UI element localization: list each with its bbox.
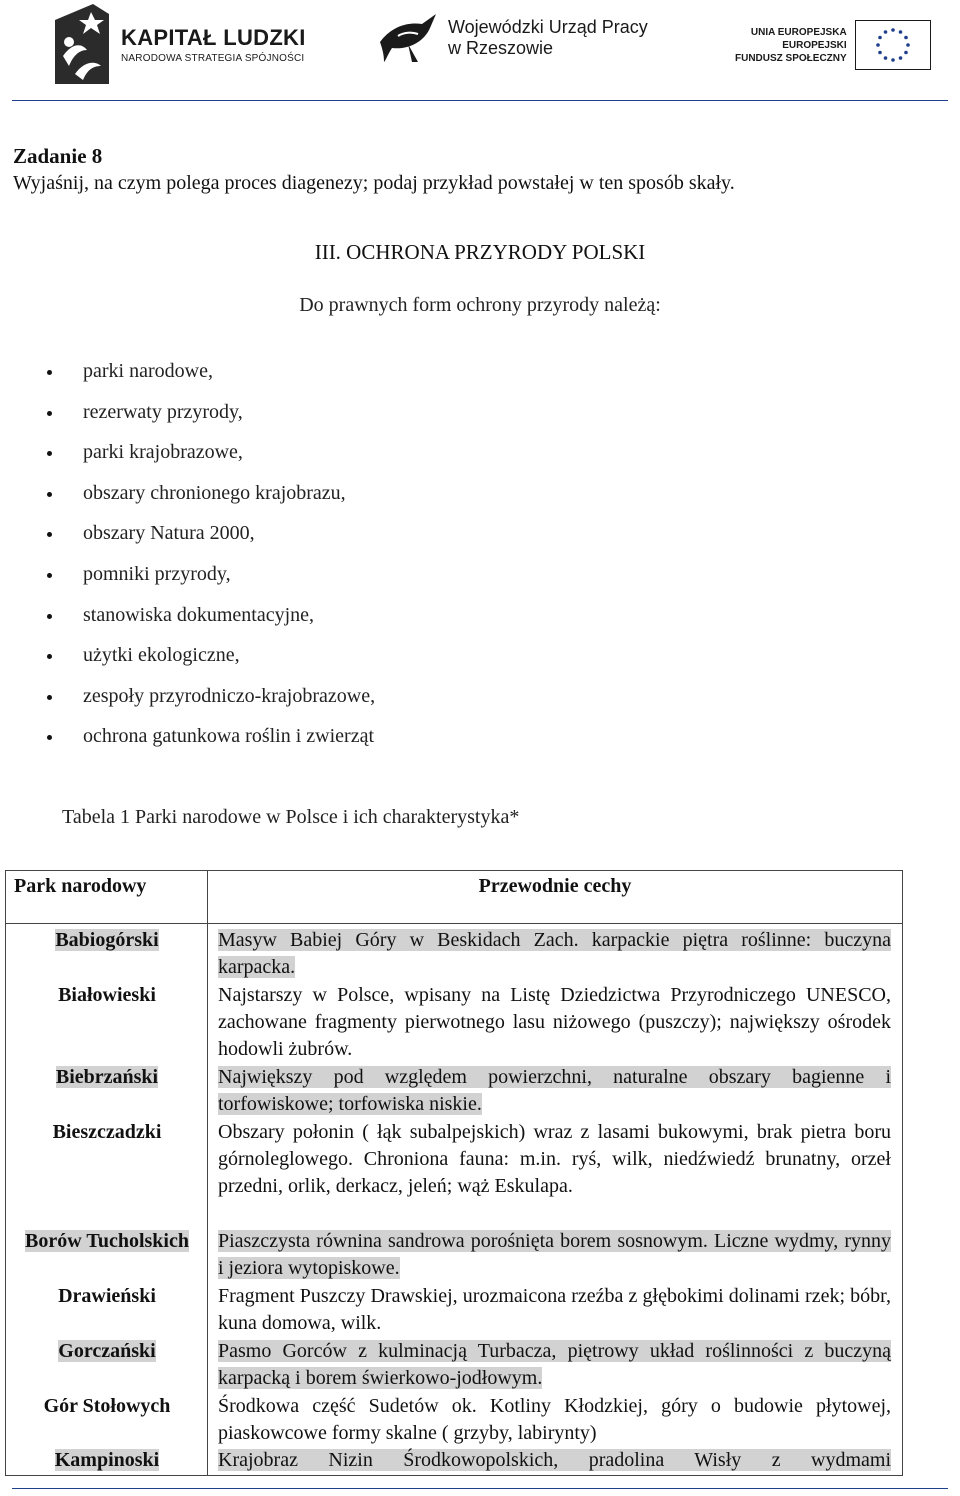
bullet-icon: [47, 492, 52, 497]
page-header: [0, 0, 960, 100]
header-divider: [6, 923, 902, 924]
eu-star-icon: [898, 30, 902, 34]
bullet-icon: [47, 735, 52, 740]
eu-line1: UNIA EUROPEJSKA: [750, 26, 847, 38]
eu-star-icon: [876, 43, 880, 47]
list-item: parki krajobrazowe,: [47, 441, 375, 482]
eu-line3: FUNDUSZ SPOŁECZNY: [735, 52, 847, 64]
park-description: Środkowa część Sudetów ok. Kotliny Kłodzkiej, góry o budowie płytowej, piaskowcowe formy skalne ( grzyby, labirynty): [218, 1395, 891, 1444]
park-name: Biebrzański: [55, 1066, 159, 1088]
park-name: Gór Stołowych: [43, 1395, 171, 1417]
eu-star-icon: [891, 58, 895, 62]
list-item: zespoły przyrodniczo-krajobrazowe,: [47, 685, 375, 726]
park-name: Borów Tucholskich: [25, 1230, 189, 1252]
section-title: III. OCHRONA PRZYRODY POLSKI: [314, 240, 646, 264]
eu-star-icon: [878, 36, 882, 40]
kapital-ludzki-subtitle: NARODOWA STRATEGIA SPÓJNOŚCI: [121, 52, 305, 64]
wup-name-line1: Wojewódzki Urząd Pracy: [448, 17, 648, 37]
eu-star-icon: [906, 43, 910, 47]
park-description: Masyw Babiej Góry w Beskidach Zach. karpackie piętra roślinne: buczyna karpacka.: [218, 929, 891, 978]
kapital-ludzki-title: KAPITAŁ LUDZKI: [121, 24, 306, 50]
bullet-icon: [47, 532, 52, 537]
list-item: rezerwaty przyrody,: [47, 401, 375, 442]
park-description: Najstarszy w Polsce, wpisany na Listę Dziedzictwa Przyrodniczego UNESCO, zachowane fragmenty pierwotnego lasu niżowego (puszczy); największy ośrodek hodowli żubrów.: [218, 984, 891, 1060]
wup-logo: [378, 12, 648, 64]
bullet-icon: [47, 614, 52, 619]
header-rule: [12, 100, 948, 101]
park-description: Piaszczysta równina sandrowa porośnięta borem sosnowym. Liczne wydmy, rynny i jeziora wytopiskowe.: [218, 1230, 891, 1279]
bullet-icon: [47, 695, 52, 700]
eu-star-icon: [878, 51, 882, 55]
eu-flag-icon: [855, 20, 931, 70]
eu-star-icon: [904, 36, 908, 40]
park-name: Babiogórski: [55, 929, 159, 951]
eu-star-icon: [891, 28, 895, 32]
section-subtitle: Do prawnych form ochrony przyrody należą:: [299, 294, 661, 316]
kapital-ludzki-emblem-icon: [55, 4, 109, 84]
bullet-icon: [47, 370, 52, 375]
list-item: obszary Natura 2000,: [47, 522, 375, 563]
task-text: Wyjaśnij, na czym polega proces diagenezy; podaj przykład powstałej w ten sposób skały.: [13, 172, 735, 194]
column-divider: [207, 871, 208, 1475]
eu-star-icon: [883, 30, 887, 34]
park-name: Kampinoski: [54, 1449, 160, 1471]
table-caption: Tabela 1 Parki narodowe w Polsce i ich charakterystyka*: [62, 806, 520, 828]
park-description: Krajobraz Nizin Środkowopolskich, pradolina Wisły z wydmami: [218, 1449, 891, 1471]
parks-table: [5, 870, 903, 1476]
list-item: stanowiska dokumentacyjne,: [47, 604, 375, 645]
footer-rule: [12, 1488, 948, 1489]
eu-logo: [735, 20, 931, 70]
park-description: Największy pod względem powierzchni, naturalne obszary bagienne i torfowiskowe; torfowiska niskie.: [218, 1066, 891, 1115]
wup-bird-icon: [378, 12, 440, 64]
bullet-icon: [47, 573, 52, 578]
task-title: Zadanie 8: [13, 144, 103, 168]
list-item: parki narodowe,: [47, 360, 375, 401]
column-header-features: Przewodnie cechy: [478, 875, 632, 897]
column-header-park: Park narodowy: [14, 875, 147, 897]
park-name: Drawieński: [58, 1285, 156, 1307]
list-item: użytki ekologiczne,: [47, 644, 375, 685]
list-item: pomniki przyrody,: [47, 563, 375, 604]
wup-name-line2: w Rzeszowie: [448, 38, 554, 58]
eu-star-icon: [883, 56, 887, 60]
bullet-icon: [47, 451, 52, 456]
bullet-icon: [47, 411, 52, 416]
list-item: obszary chronionego krajobrazu,: [47, 482, 375, 523]
kapital-ludzki-logo: [55, 4, 306, 84]
park-description: Pasmo Gorców z kulminacją Turbacza, piętrowy układ roślinności z buczyną karpacką i borem świerkowo-jodłowym.: [218, 1340, 891, 1389]
eu-line2: EUROPEJSKI: [782, 39, 847, 51]
eu-star-icon: [898, 56, 902, 60]
park-description: Fragment Puszczy Drawskiej, urozmaicona rzeźba z głębokimi dolinami rzek; bóbr, kuna domowa, wilk.: [218, 1285, 891, 1334]
protection-forms-list: [47, 360, 375, 766]
park-description: Obszary połonin ( łąk subalpejskich) wraz z lasami bukowymi, brak pietra boru górnoleglowego. Chroniona fauna: m.in. ryś, wilk, niedźwiedź brunatny, orzeł przedni, orlik, derkacz, jeleń; wąż Eskulapa.: [218, 1121, 891, 1197]
park-name: Bieszczadzki: [52, 1121, 162, 1143]
list-item: ochrona gatunkowa roślin i zwierząt: [47, 725, 375, 766]
park-name: Białowieski: [58, 984, 156, 1006]
bullet-icon: [47, 654, 52, 659]
eu-star-icon: [904, 51, 908, 55]
park-name: Gorczański: [58, 1340, 156, 1362]
